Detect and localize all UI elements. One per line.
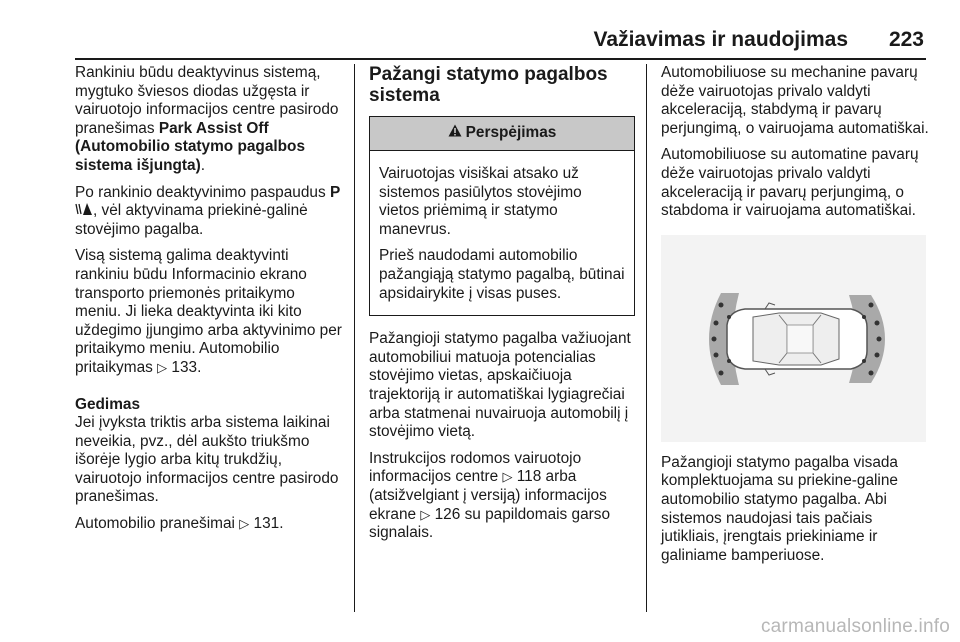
column-1	[75, 64, 345, 542]
page-header	[0, 0, 960, 58]
paragraph-instructions: Instrukcijos rodomos vairuotojo informacijos centre ▷ 118 arba (atsižvelgiant į versiją) informacijos ekrane ▷ 126 su papildomais garso signalais.	[369, 449, 611, 542]
link-ref-118[interactable]: 118 arba (atsižvelgiant į versiją) informacijos ekrane	[369, 468, 607, 523]
link-ref-133[interactable]: 133.	[171, 358, 202, 376]
column-2	[369, 64, 635, 551]
watermark: carmanualsonline.info	[760, 616, 950, 637]
warning-title: Perspėjimas	[465, 124, 557, 142]
warning-triangle-icon	[448, 124, 462, 143]
paragraph-manual-gearbox: Automobiliuose su mechanine pavarų dėže vairuotojas privalo valdyti akceleraciją, stabdymą ir pavarų perjungimą, o vairuojama automatiškai.	[661, 64, 929, 137]
paragraph-deactivation: Rankiniu būdu deaktyvinus sistemą, mygtuko šviesos diodas užgęsta ir vairuotojo informacijos centre pasirodo pranešimas Park Assist Off (Automobilio statymo pagalbos sistema išjungta).	[75, 64, 339, 174]
reference-arrow-icon: ▷	[420, 506, 431, 522]
column-3	[661, 64, 933, 573]
warning-text-2: Prieš naudodami automobilio pažangiąją statymo pagalbą, būtinai apsidairykite į visas puses.	[379, 247, 625, 302]
reference-arrow-icon: ▷	[157, 359, 168, 375]
paragraph-faults: Jei įvyksta triktis arba sistema laikinai neveikia, pvz., dėl aukšto triukšmo išorėje lygio arba kitų trukdžių, vairuotojo informacijos centre pasirodo pranešimas.	[75, 414, 339, 506]
paragraph-sensors: Pažangioji statymo pagalba visada komplektuojama su priekine-galine automobilio statymo pagalba. Abi sistemos naudojasi tais pačiais jutikliais, įrengtais priekiniame ir galiniame bamperiuose.	[661, 453, 898, 564]
faults-heading: Gedimas	[75, 395, 141, 413]
section-title: Pažangi statymo pagalbos sistema	[369, 64, 608, 106]
parking-sensors-illustration	[661, 235, 926, 442]
reference-arrow-icon: ▷	[502, 469, 513, 485]
column-divider-1	[354, 64, 355, 612]
paragraph-automatic-gearbox: Automobiliuose su automatine pavarų dėže vairuotojas privalo valdyti akceleraciją ir pavarų perjungimą, o stabdoma ir vairuojama automatiškai.	[661, 146, 919, 220]
link-ref-131[interactable]: 131.	[253, 515, 284, 533]
paragraph-intro: Pažangioji statymo pagalba važiuojant automobiliui matuoja potencialias stovėjimo vietas, apskaičiuoja trajektoriją ir automatiškai lygiagrečiai arba statmenai nuvairuoja automobilį į stovėjimo vietą.	[369, 330, 631, 441]
paragraph-full-deactivation: Visą sistemą galima deaktyvinti rankiniu būdu Informacinio ekrano transporto priemonės pritaikymo meniu. Ji lieka deaktyvinta iki kito uždegimo įjungimo arba aktyvinimo per pritaikymo meniu. Automobilio pritaikymas ▷ 133.	[75, 247, 342, 376]
message-park-assist-off: Park Assist Off (Automobilio statymo pagalbos sistema išjungta)	[75, 119, 306, 174]
paragraph-reactivation: Po rankinio deaktyvinimo paspaudus P, vėl aktyvinama priekinė-galinė stovėjimo pagalba.	[75, 183, 341, 238]
car-top-view-icon	[661, 235, 926, 442]
warning-body	[370, 151, 634, 315]
header-divider	[75, 58, 926, 60]
page-number: 223	[888, 28, 924, 51]
page-title: Važiavimas ir naudojimas	[593, 28, 848, 51]
park-assist-icon: P	[75, 184, 340, 220]
reference-arrow-icon: ▷	[239, 516, 250, 532]
warning-box	[369, 116, 635, 316]
paragraph-vehicle-messages: Automobilio pranešimai ▷ 131.	[75, 515, 284, 533]
column-divider-2	[646, 64, 647, 612]
warning-header	[370, 117, 634, 151]
warning-text-1: Vairuotojas visiškai atsako už sistemos pasiūlytos stovėjimo vietos priėmimą ir statymo manevrus.	[379, 165, 582, 238]
link-ref-126[interactable]: 126 su papildomais garso signalais.	[369, 505, 611, 542]
